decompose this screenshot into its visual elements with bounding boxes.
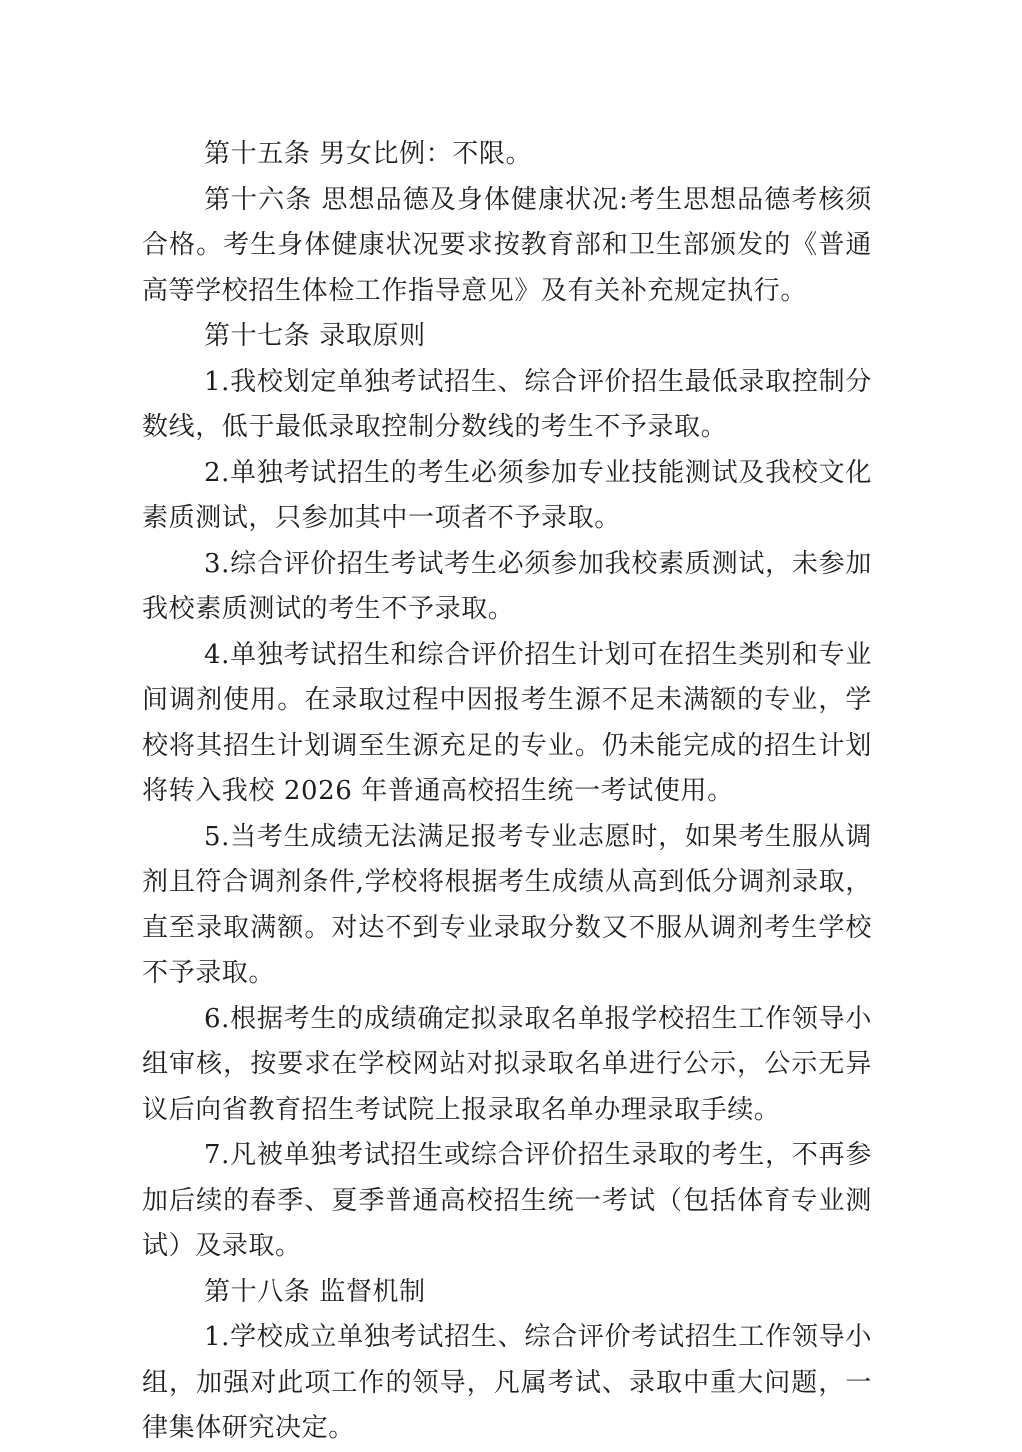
document-line: 合格。考生身体健康状况要求按教育部和卫生部颁发的《普通 xyxy=(142,230,872,260)
document-line: 校将其招生计划调至生源充足的专业。仍未能完成的招生计划 xyxy=(142,730,872,761)
document-line: 5.当考生成绩无法满足报考专业志愿时，如果考生服从调 xyxy=(204,821,872,852)
document-line: 试）及录取。 xyxy=(142,1231,302,1261)
document-line: 3.综合评价招生考试考生必须参加我校素质测试，未参加 xyxy=(204,548,872,579)
document-line: 1.我校划定单独考试招生、综合评价招生最低录取控制分 xyxy=(204,366,872,397)
document-line: 第十八条 监督机制 xyxy=(204,1276,426,1307)
document-line: 组，加强对此项工作的领导，凡属考试、录取中重大问题，一 xyxy=(142,1367,872,1398)
document-line: 直至录取满额。对达不到专业录取分数又不服从调剂考生学校 xyxy=(142,912,872,943)
document-line: 第十五条 男女比例：不限。 xyxy=(204,139,533,169)
document-line: 数线，低于最低录取控制分数线的考生不予录取。 xyxy=(142,412,728,442)
document-line: 间调剂使用。在录取过程中因报考生源不足未满额的专业，学 xyxy=(142,685,872,715)
document-line: 议后向省教育招生考试院上报录取名单办理录取手续。 xyxy=(142,1094,781,1125)
document-line: 我校素质测试的考生不予录取。 xyxy=(142,594,515,624)
document-line: 剂且符合调剂条件,学校将根据考生成绩从高到低分调剂录取， xyxy=(142,867,872,897)
document-line: 组审核，按要求在学校网站对拟录取名单进行公示，公示无异 xyxy=(142,1049,872,1079)
document-line: 律集体研究决定。 xyxy=(142,1413,355,1443)
document-line: 高等学校招生体检工作指导意见》及有关补充规定执行。 xyxy=(142,275,808,306)
document-line: 将转入我校 2026 年普通高校招生统一考试使用。 xyxy=(142,776,734,806)
document-line: 素质测试，只参加其中一项者不予录取。 xyxy=(142,503,621,533)
document-line: 2.单独考试招生的考生必须参加专业技能测试及我校文化 xyxy=(204,457,872,488)
document-body xyxy=(142,132,872,1452)
document-line: 7.凡被单独考试招生或综合评价招生录取的考生，不再参 xyxy=(204,1140,872,1170)
document-line: 第十七条 录取原则 xyxy=(204,321,426,351)
document-line: 4.单独考试招生和综合评价招生计划可在招生类别和专业 xyxy=(204,639,872,670)
document-line: 不予录取。 xyxy=(142,958,276,988)
document-line: 加后续的春季、夏季普通高校招生统一考试（包括体育专业测 xyxy=(142,1185,872,1216)
document-line: 第十六条 思想品德及身体健康状况:考生思想品德考核须 xyxy=(204,184,872,215)
document-line: 6.根据考生的成绩确定拟录取名单报学校招生工作领导小 xyxy=(204,1003,872,1034)
document-line: 1.学校成立单独考试招生、综合评价考试招生工作领导小 xyxy=(204,1322,872,1352)
